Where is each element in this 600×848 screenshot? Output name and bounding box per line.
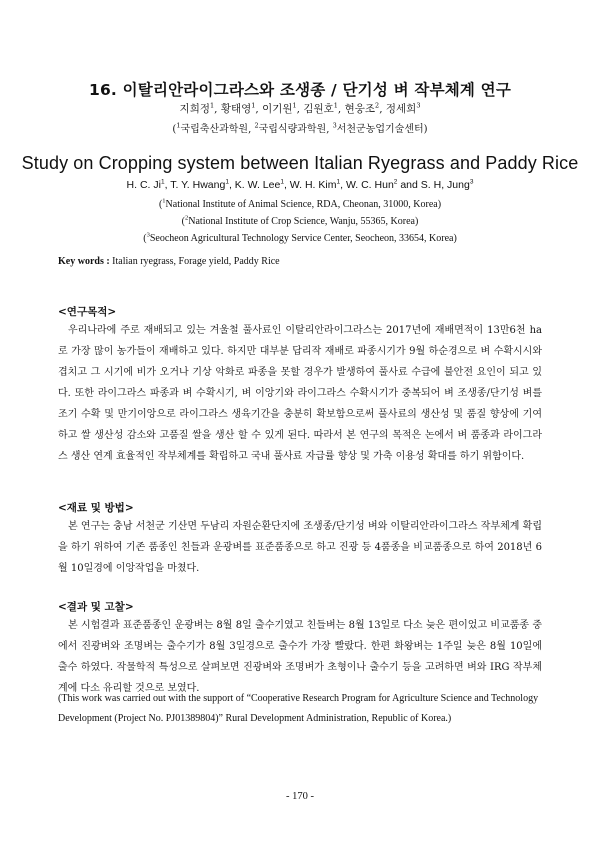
affiliation-mark: 1 <box>160 178 165 186</box>
affiliation-mark: 1 <box>251 101 256 110</box>
section-heading-purpose: <연구목적> <box>58 306 117 318</box>
page-number: - 170 - <box>286 791 314 802</box>
separator: , <box>164 179 171 191</box>
affiliation-text: National Institute of Crop Science, Wanju, 55365, Korea) <box>188 216 419 227</box>
affiliation-mark: 1 <box>162 197 166 205</box>
affiliation-text: Seocheon Agricultural Technology Service Center, Seocheon, 33654, Korea) <box>149 233 457 244</box>
acknowledgement: (This work was carried out with the support of “Cooperative Research Program for Agriculture Science and Technology Development (Project No. PJ01389804)” Rural Development Administration, Republic of Korea.) <box>58 693 539 724</box>
author: 현웅조 <box>344 103 376 115</box>
author: 이기원 <box>262 103 293 115</box>
section-body-methods: 본 연구는 충남 서천군 기산면 두남리 자원순환단지에 조생종/단기성 벼와 이탈리안라이그라스 작부체계 확립을 하기 위하여 기존 품종인 친들과 운광벼를 표준품종으로 하고 진광 등 4품종을 비교품종으로 하여 2018년 6월 10일경에 이앙작업을 마쳤다. <box>58 521 542 574</box>
english-authors <box>0 179 600 191</box>
affiliation: 서천군농업기술센터 <box>336 124 424 135</box>
author: 김원호 <box>303 103 334 115</box>
affiliation-mark: 1 <box>336 178 341 186</box>
separator: , <box>283 179 290 191</box>
korean-affiliations <box>0 120 600 135</box>
affiliation-mark: 1 <box>209 101 215 110</box>
paren-close: ) <box>423 124 428 135</box>
separator: and <box>397 179 421 191</box>
affiliation: 국립축산과학원, <box>180 124 255 135</box>
affiliation: 국립식량과학원, <box>258 124 333 135</box>
section-heading-methods: <재료 및 방법> <box>58 502 134 514</box>
english-affiliation: ($^3$Seocheon Agricultural Technology Service Center, Seocheon, 33654, Korea) <box>143 231 457 244</box>
korean-authors: 지희정$^1$, 황태영$^1$, 이기원$^1$, 김원호$^1$, 현웅조$^2$, 정세희$^3$ <box>179 101 421 115</box>
author: W. H. Kim <box>289 179 337 191</box>
section-body-results: 본 시험결과 표준품종인 운광벼는 8월 8일 출수기였고 친들벼는 8월 13일로 다소 늦은 편이었고 비교품종 중에서 진광벼와 조명벼는 출수기가 8월 3일경으로 출수가 가장 빨랐다. 한편 화왕벼는 1주일 늦은 8월 10일에 출수 하였다. 작물학적 특성으로 살펴보면 진광벼와 조명벼가 초형이나 출수기 등을 고려하면 벼와 IRG 작부체계에 다소 유리할 것으로 보였다. <box>58 620 542 694</box>
author: W. C. Hun <box>345 179 394 191</box>
korean-title: 16. 이탈리안라이그라스와 조생종 / 단기성 벼 작부체계 연구 <box>88 81 512 99</box>
separator: , <box>228 179 235 191</box>
author: 황태영 <box>220 103 252 115</box>
section-body-purpose: 우리나라에 주로 재배되고 있는 겨울철 풀사료인 이탈리안라이그라스는 2017년에 재배면적이 13만6천 ha로 가장 많이 농가들이 재배하고 있다. 하지만 대부분 답리작 재배로 파종시기가 9월 하순경으로 벼 수확시시와 겹치고 그 시기에 비가 오거나 기상 악화로 파종을 못할 경우가 발생하여 풀사료 수급에 불안전 요인이 되고 있다. 또한 라이그라스 파종과 벼 수확시기, 벼 이앙기와 라이그라스 수확시기가 중복되어 벼 조생종/단기성 벼를 조기 수확 및 만기이앙으로 라이그라스 생육기간을 충분히 확보함으로써 풀사료의 생산성 및 품질 향상에 기여하고 쌀 생산성 감소와 고품질 쌀을 생산 할 수 있게 된다. 따라서 본 연구의 목적은 논에서 벼 품종과 라이그라스 생산 연계 효율적인 작부체계를 확립하고 국내 풀사료 자급률 향상 및 가축 이용성 확대를 하기 위함이다. <box>58 325 542 462</box>
english-affiliation: ($^2$National Institute of Crop Science, Wanju, 55365, Korea) <box>181 214 419 227</box>
affiliation-mark: 2 <box>375 101 380 110</box>
english-title: Study on Cropping system between Italian Ryegrass and Paddy Rice <box>21 153 579 173</box>
affiliation-mark: 3 <box>469 178 474 186</box>
author: H. C. Ji <box>126 179 161 191</box>
affiliation-mark: 1 <box>280 178 284 186</box>
separator: , <box>340 179 346 191</box>
affiliation-text: National Institute of Animal Science, RDA, Cheonan, 31000, Korea) <box>165 199 442 210</box>
english-affiliation: ($^1$National Institute of Animal Science, RDA, Cheonan, 31000, Korea) <box>158 197 442 210</box>
affiliation-mark: 3 <box>146 231 150 239</box>
author: T. Y. Hwang <box>170 179 226 191</box>
affiliation-mark: 1 <box>225 178 229 186</box>
affiliation-mark: 2 <box>393 178 398 186</box>
affiliation-mark: 1 <box>333 101 338 110</box>
paren-open: ( <box>172 124 177 135</box>
keywords-text: Italian ryegrass, Forage yield, Paddy Rice <box>112 256 280 267</box>
affiliation-mark: 1 <box>176 121 181 130</box>
keywords-label: Key words : <box>58 256 110 267</box>
author: S. H, Jung <box>420 179 470 191</box>
affiliation-mark: 2 <box>254 121 259 130</box>
affiliation-mark: 3 <box>416 101 421 110</box>
affiliation-mark: 3 <box>332 121 337 130</box>
affiliation-mark: 1 <box>292 101 297 110</box>
affiliation-mark: 2 <box>185 214 189 222</box>
author: K. W. Lee <box>234 179 281 191</box>
keywords <box>58 256 548 267</box>
section-heading-results: <결과 및 고찰> <box>58 601 134 613</box>
author: 지희정 <box>179 103 210 115</box>
author: 정세희 <box>385 103 417 115</box>
